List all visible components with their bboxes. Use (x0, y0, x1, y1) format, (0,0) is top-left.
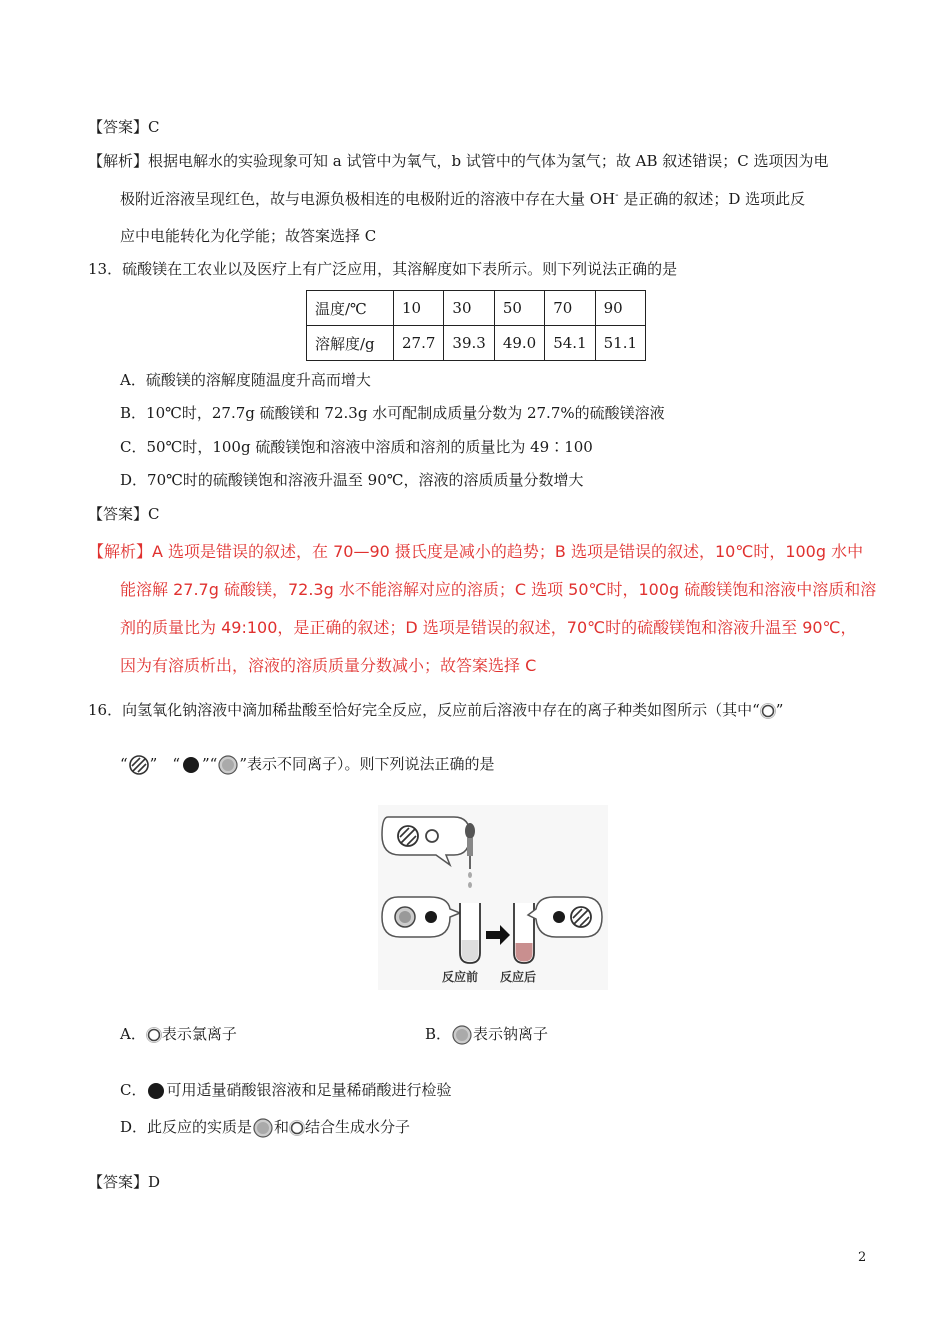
table-header-cell: 温度/℃ (307, 291, 394, 326)
dotted-ion-icon (451, 1024, 473, 1046)
table-cell: 39.3 (444, 326, 494, 361)
q13-answer: 【答案】C (88, 505, 160, 523)
solid-ion-icon (146, 1081, 166, 1101)
q12-answer: 【答案】C (88, 118, 160, 136)
table-cell: 30 (444, 291, 494, 326)
q13-option-c: C．50℃时，100g 硫酸镁饱和溶液中溶质和溶剂的质量比为 49∶100 (120, 438, 593, 456)
label-after: 反应后 (500, 970, 537, 984)
q13-analysis-line4: 因为有溶质析出，溶液的溶质质量分数减小；故答案选择 C (120, 656, 537, 675)
table-row (307, 326, 646, 361)
q12-analysis-line2 (120, 186, 805, 209)
option-prefix: D．此反应的实质是 (120, 1118, 253, 1136)
dotted-ion-icon (252, 1117, 274, 1139)
table-row (307, 291, 646, 326)
solid-ion-icon (180, 754, 202, 776)
reaction-figure (378, 805, 608, 994)
q13-option-b: B．10℃时，27.7g 硫酸镁和 72.3g 水可配制成质量分数为 27.7%的硫酸镁溶液 (120, 404, 665, 422)
table-cell: 27.7 (394, 326, 444, 361)
q13-analysis-line2: 能溶解 27.7g 硫酸镁，72.3g 水不能溶解对应的溶质；C 选项 50℃时，100g 硫酸镁饱和溶液中溶质和溶 (120, 580, 877, 599)
q16-stem-line2 (120, 754, 495, 776)
solubility-table (306, 290, 646, 361)
table-header-cell: 溶解度/g (307, 326, 394, 361)
dotted-ion-icon (217, 754, 239, 776)
hatched-ion-icon (571, 907, 591, 927)
q16-option-d (120, 1117, 410, 1139)
stem-text: ”“ (202, 755, 218, 773)
table-cell: 49.0 (494, 326, 544, 361)
superscript: - (615, 190, 619, 201)
option-prefix: B． (425, 1025, 452, 1043)
q13-option-d: D．70℃时的硫酸镁饱和溶液升温至 90℃，溶液的溶质质量分数增大 (120, 471, 584, 489)
hollow-ion-icon (426, 830, 438, 842)
q16-answer: 【答案】D (88, 1173, 161, 1191)
hatched-ion-icon (128, 754, 150, 776)
option-prefix: A． (120, 1025, 146, 1043)
analysis-label: 【解析】 (88, 152, 149, 170)
analysis-text: 极附近溶液呈现红色，故与电源负极相连的电极附近的溶液中存在大量 OH (120, 190, 616, 208)
option-text: 结合生成水分子 (305, 1118, 411, 1136)
option-text: 和 (274, 1118, 290, 1136)
option-text: 表示氯离子 (161, 1025, 237, 1043)
analysis-text: 根据电解水的实验现象可知 a 试管中为氧气，b 试管中的气体为氢气；故 AB 叙述错误；C 选项因为电 (148, 152, 829, 170)
stem-text: “ (120, 755, 128, 773)
q12-analysis-line1 (88, 151, 829, 171)
dotted-ion-icon (395, 907, 415, 927)
table-cell: 90 (595, 291, 645, 326)
table-cell: 50 (494, 291, 544, 326)
stem-text: ”表示不同离子）。则下列说法正确的是 (239, 755, 495, 773)
q16-option-b (425, 1024, 548, 1046)
q16-option-c (120, 1080, 452, 1101)
analysis-text: 是正确的叙述；D 选项此反 (618, 190, 806, 208)
stem-text: ” (775, 701, 784, 719)
hollow-ion-icon (146, 1026, 162, 1044)
table-cell: 70 (545, 291, 595, 326)
q13-option-a: A．硫酸镁的溶解度随温度升高而增大 (120, 371, 371, 389)
q13-stem: 13．硫酸镁在工农业以及医疗上有广泛应用，其溶解度如下表所示。则下列说法正确的是 (88, 260, 678, 278)
stem-text: 16．向氢氧化钠溶液中滴加稀盐酸至恰好完全反应，反应前后溶液中存在的离子种类如图所示（其中“ (88, 701, 760, 719)
q16-option-a (120, 1024, 237, 1044)
q12-analysis-line3: 应中电能转化为化学能；故答案选择 C (120, 227, 377, 245)
label-before: 反应前 (442, 970, 479, 984)
solid-ion-icon (553, 911, 565, 923)
table-cell: 54.1 (545, 326, 595, 361)
hatched-ion-icon (398, 826, 418, 846)
table-cell: 10 (394, 291, 444, 326)
option-text: 可用适量硝酸银溶液和足量稀硝酸进行检验 (166, 1081, 452, 1099)
page-number: 2 (858, 1250, 867, 1265)
option-text: 表示钠离子 (473, 1025, 549, 1043)
stem-text: ” “ (149, 755, 181, 773)
hollow-ion-icon (289, 1119, 305, 1137)
hollow-ion-icon (760, 702, 776, 720)
solid-ion-icon (425, 911, 437, 923)
q16-stem-line1 (88, 700, 783, 720)
table-cell: 51.1 (595, 326, 645, 361)
q13-analysis-line3: 剂的质量比为 49:100，是正确的叙述；D 选项是错误的叙述，70℃时的硫酸镁饱和溶液升温至 90℃， (120, 618, 857, 637)
test-tube-before-icon (460, 903, 480, 963)
option-prefix: C． (120, 1081, 147, 1099)
q13-analysis-line1: 【解析】A 选项是错误的叙述，在 70—90 摄氏度是减小的趋势；B 选项是错误的叙述，10℃时，100g 水中 (88, 542, 864, 561)
